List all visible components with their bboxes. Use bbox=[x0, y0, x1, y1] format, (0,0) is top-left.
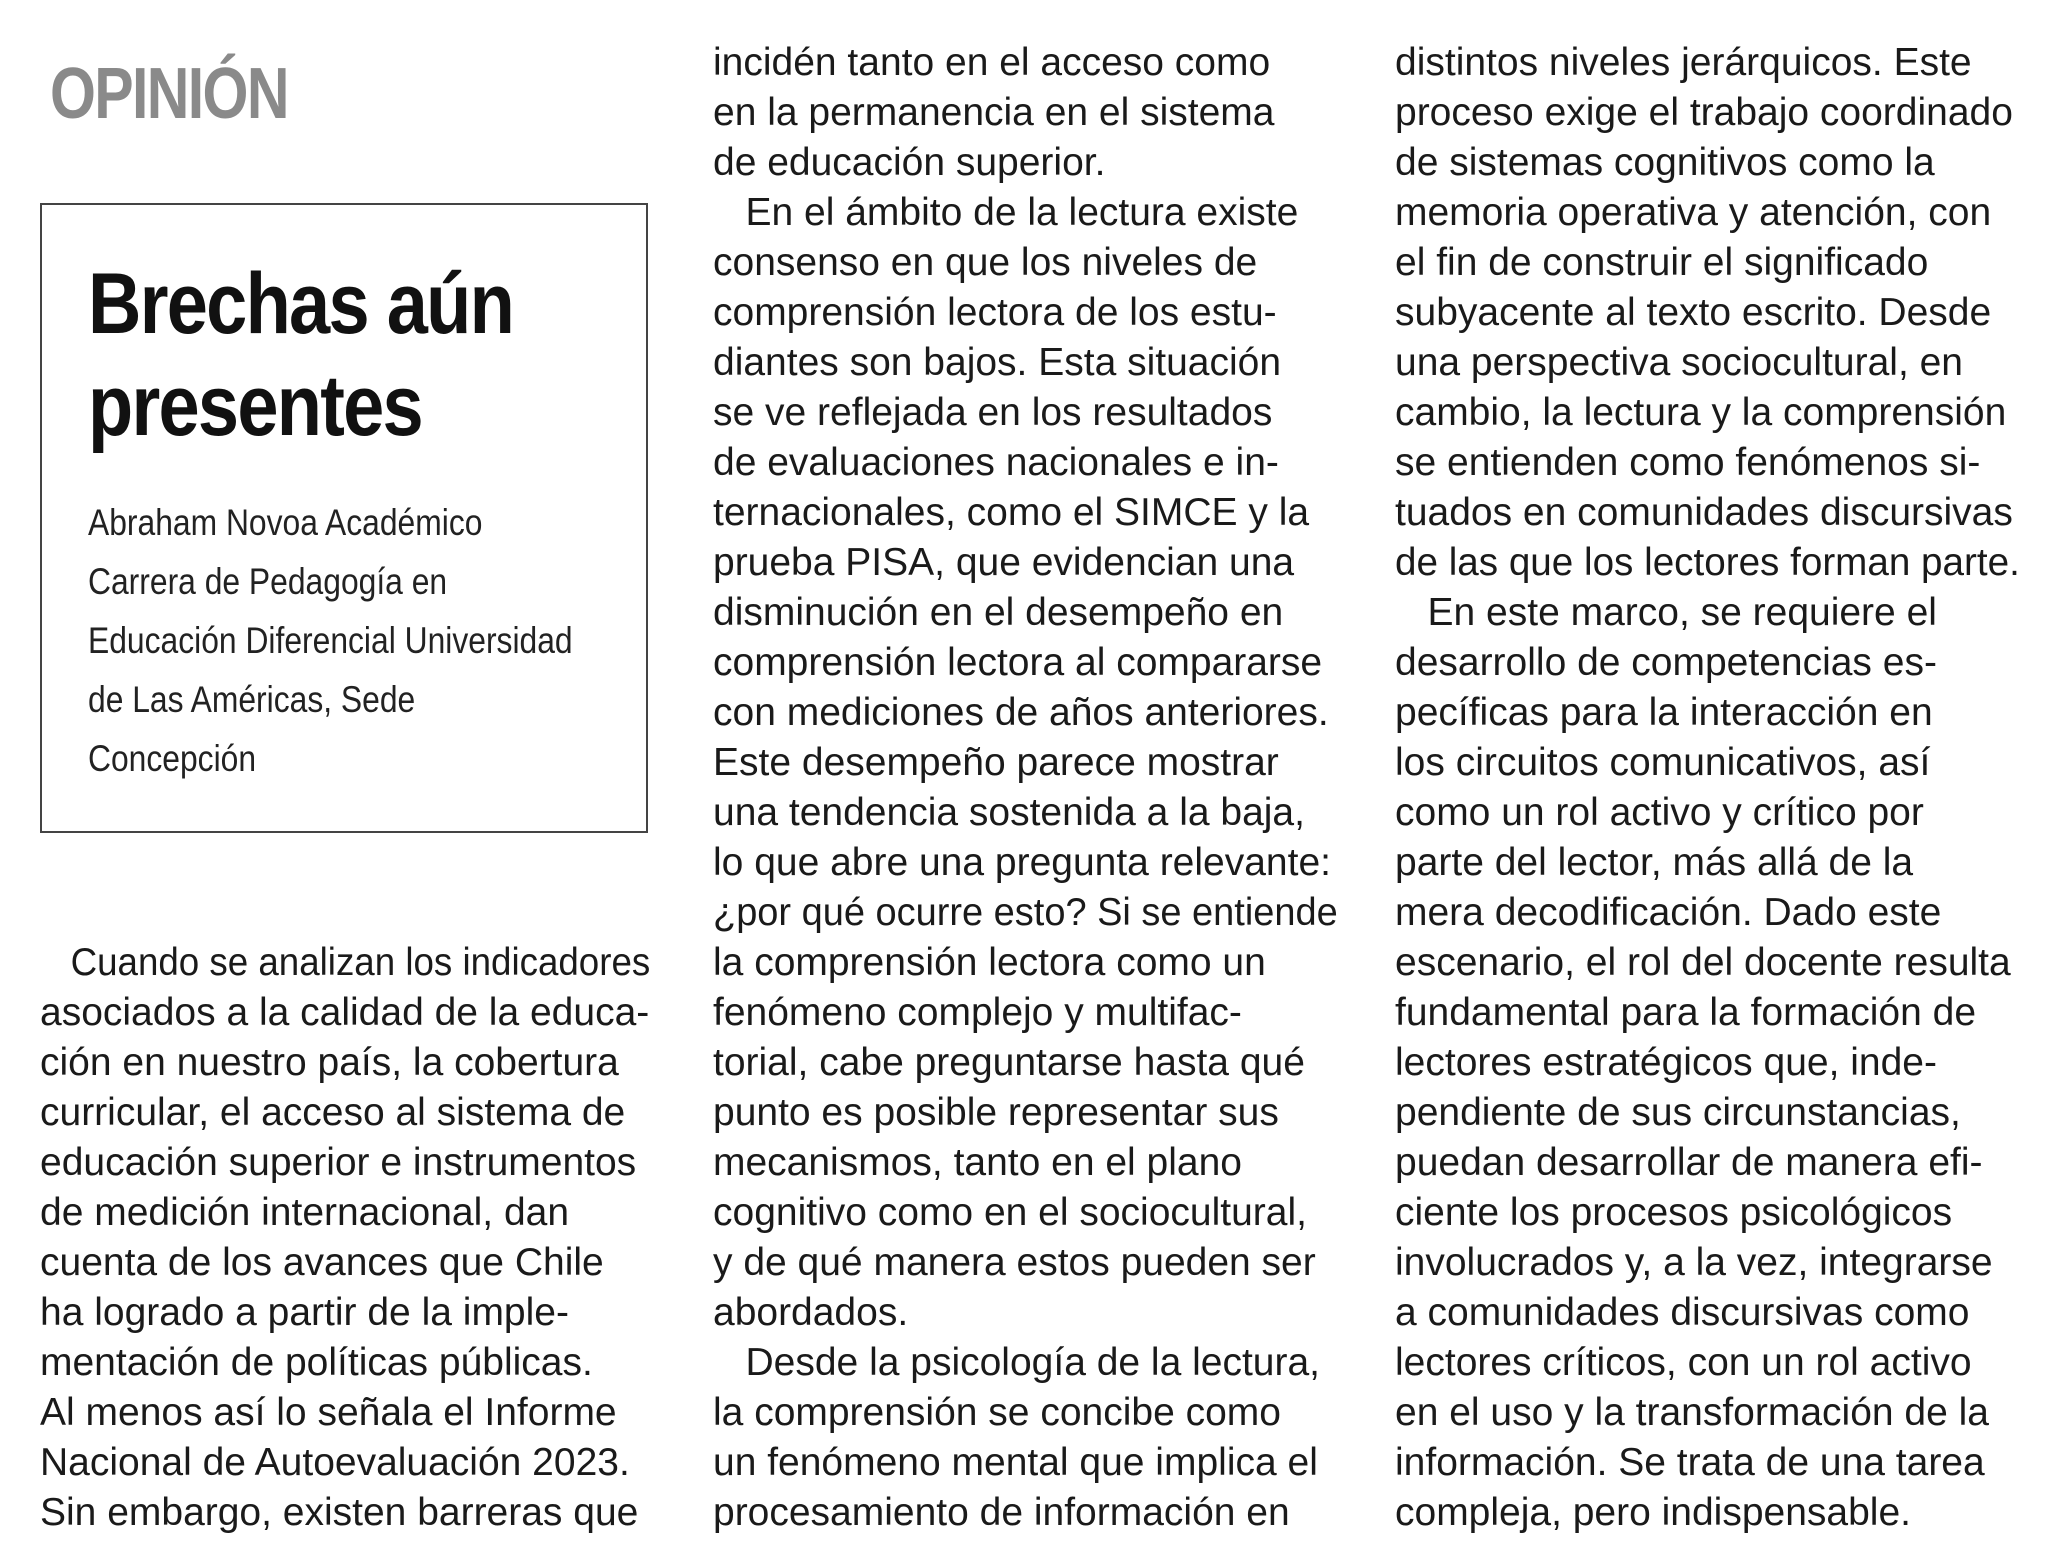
headline bbox=[88, 253, 638, 457]
article-text-line: ternacionales, como el SIMCE y la bbox=[713, 491, 1310, 534]
headline-line: Brechas aún bbox=[88, 256, 514, 352]
article-text-line: ción en nuestro país, la cobertura bbox=[40, 1041, 619, 1084]
headline-box bbox=[40, 203, 648, 833]
article-text-line: a comunidades discursivas como bbox=[1395, 1291, 1970, 1334]
article-text-line: distintos niveles jerárquicos. Este bbox=[1395, 41, 1972, 84]
author-line: Educación Diferencial Universidad bbox=[88, 620, 573, 661]
article-text-line: en la permanencia en el sistema bbox=[713, 91, 1275, 134]
article-text-line: de educación superior. bbox=[713, 141, 1106, 184]
article-text-line: como un rol activo y crítico por bbox=[1395, 791, 1924, 834]
article-text-line: lectores críticos, con un rol activo bbox=[1395, 1341, 1972, 1384]
article-column-3 bbox=[1395, 38, 2020, 1538]
article-text-line: lectores estratégicos que, inde- bbox=[1395, 1041, 1937, 1084]
article-text-line: de medición internacional, dan bbox=[40, 1191, 570, 1234]
headline-line: presentes bbox=[88, 358, 422, 454]
article-text-line: los circuitos comunicativos, así bbox=[1395, 741, 1931, 784]
article-text-line: diantes son bajos. Esta situación bbox=[713, 341, 1282, 384]
article-text-line: En este marco, se requiere el bbox=[1395, 591, 1937, 634]
article-text-line: Nacional de Autoevaluación 2023. bbox=[40, 1441, 630, 1484]
article-text-line: se entienden como fenómenos si- bbox=[1395, 441, 1981, 484]
article-text-line: involucrados y, a la vez, integrarse bbox=[1395, 1241, 1993, 1284]
section-label: OPINIÓN bbox=[50, 54, 288, 134]
article-text-line: parte del lector, más allá de la bbox=[1395, 841, 1914, 884]
article-text-line: incidén tanto en el acceso como bbox=[713, 41, 1271, 84]
article-text-line: curricular, el acceso al sistema de bbox=[40, 1091, 626, 1134]
article-text-line: mecanismos, tanto en el plano bbox=[713, 1141, 1242, 1184]
article-text-line: pecíficas para la interacción en bbox=[1395, 691, 1933, 734]
article-text-line: disminución en el desempeño en bbox=[713, 591, 1284, 634]
article-text-line: abordados. bbox=[713, 1291, 909, 1334]
article-text-line: se ve reflejada en los resultados bbox=[713, 391, 1273, 434]
article-text-line: pendiente de sus circunstancias, bbox=[1395, 1091, 1961, 1134]
article-text-line: memoria operativa y atención, con bbox=[1395, 191, 1992, 234]
article-text-line: procesamiento de información en bbox=[713, 1491, 1290, 1534]
article-text-line: puedan desarrollar de manera efi- bbox=[1395, 1141, 1983, 1184]
article-text-line: asociados a la calidad de la educa- bbox=[40, 991, 650, 1034]
article-text-line: prueba PISA, que evidencian una bbox=[713, 541, 1295, 584]
article-column-2 bbox=[713, 38, 1338, 1538]
article-text-line: fenómeno complejo y multifac- bbox=[713, 991, 1242, 1034]
article-text-line: un fenómeno mental que implica el bbox=[713, 1441, 1318, 1484]
author-byline bbox=[88, 493, 630, 788]
article-text-line: ha logrado a partir de la imple- bbox=[40, 1291, 569, 1334]
article-text-line: ciente los procesos psicológicos bbox=[1395, 1191, 1953, 1234]
article-text-line: punto es posible representar sus bbox=[713, 1091, 1279, 1134]
author-line: Concepción bbox=[88, 738, 257, 779]
article-text-line: escenario, el rol del docente resulta bbox=[1395, 941, 2011, 984]
article-text-line: Cuando se analizan los indicadores bbox=[40, 941, 651, 984]
article-text-line: cognitivo como en el sociocultural, bbox=[713, 1191, 1307, 1234]
article-text-line: la comprensión se concibe como bbox=[713, 1391, 1281, 1434]
article-text-line: educación superior e instrumentos bbox=[40, 1141, 637, 1184]
article-text-line: comprensión lectora al compararse bbox=[713, 641, 1323, 684]
author-line: Abraham Novoa Académico bbox=[88, 502, 483, 543]
article-text-line: desarrollo de competencias es- bbox=[1395, 641, 1937, 684]
article-text-line: comprensión lectora de los estu- bbox=[713, 291, 1277, 334]
article-text-line: de las que los lectores forman parte. bbox=[1395, 541, 2020, 584]
article-text-line: fundamental para la formación de bbox=[1395, 991, 1977, 1034]
article-text-line: torial, cabe preguntarse hasta qué bbox=[713, 1041, 1305, 1084]
article-text-line: tuados en comunidades discursivas bbox=[1395, 491, 2013, 534]
article-text-line: una tendencia sostenida a la baja, bbox=[713, 791, 1305, 834]
author-line: Carrera de Pedagogía en bbox=[88, 561, 448, 602]
article-column-1 bbox=[40, 938, 650, 1538]
article-text-line: compleja, pero indispensable. bbox=[1395, 1491, 1911, 1534]
article-text-line: y de qué manera estos pueden ser bbox=[713, 1241, 1316, 1284]
article-text-line: en el uso y la transformación de la bbox=[1395, 1391, 1989, 1434]
article-text-line: de sistemas cognitivos como la bbox=[1395, 141, 1935, 184]
article-text-line: proceso exige el trabajo coordinado bbox=[1395, 91, 2013, 134]
article-text-line: En el ámbito de la lectura existe bbox=[713, 191, 1299, 234]
article-text-line: ¿por qué ocurre esto? Si se entiende bbox=[713, 891, 1338, 934]
article-text-line: cambio, la lectura y la comprensión bbox=[1395, 391, 2007, 434]
article-text-line: lo que abre una pregunta relevante: bbox=[713, 841, 1331, 884]
article-text-line: Al menos así lo señala el Informe bbox=[40, 1391, 617, 1434]
article-text-line: cuenta de los avances que Chile bbox=[40, 1241, 604, 1284]
article-text-line: Desde la psicología de la lectura, bbox=[713, 1341, 1321, 1384]
article-text-line: la comprensión lectora como un bbox=[713, 941, 1266, 984]
article-text-line: Sin embargo, existen barreras que bbox=[40, 1491, 639, 1534]
article-text-line: de evaluaciones nacionales e in- bbox=[713, 441, 1279, 484]
article-text-line: con mediciones de años anteriores. bbox=[713, 691, 1329, 734]
article-text-line: mera decodificación. Dado este bbox=[1395, 891, 1942, 934]
author-line: de Las Américas, Sede bbox=[88, 679, 416, 720]
article-text-line: el fin de construir el significado bbox=[1395, 241, 1929, 284]
article-text-line: información. Se trata de una tarea bbox=[1395, 1441, 1985, 1484]
article-text-line: consenso en que los niveles de bbox=[713, 241, 1258, 284]
article-text-line: mentación de políticas públicas. bbox=[40, 1341, 593, 1384]
article-text-line: subyacente al texto escrito. Desde bbox=[1395, 291, 1992, 334]
article-text-line: Este desempeño parece mostrar bbox=[713, 741, 1279, 784]
article-text-line: una perspectiva sociocultural, en bbox=[1395, 341, 1963, 384]
